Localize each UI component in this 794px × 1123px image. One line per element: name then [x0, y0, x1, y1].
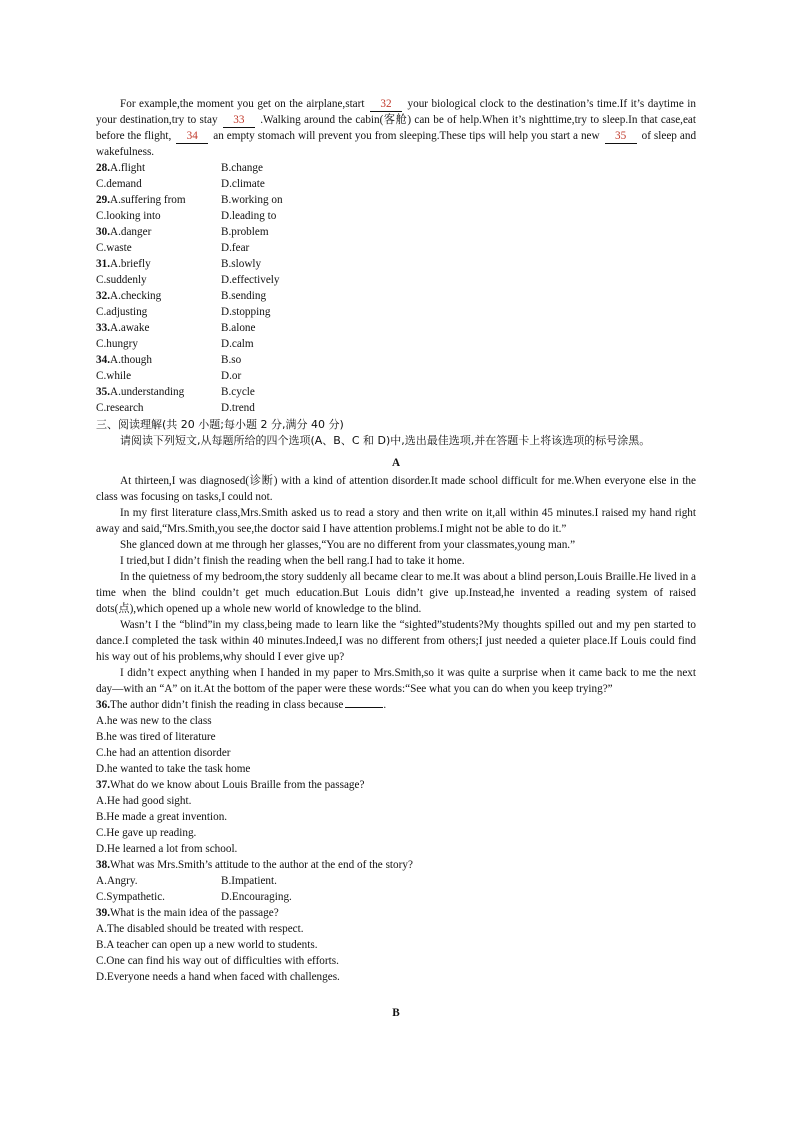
question-number: 29. [96, 194, 110, 206]
question-number: 33. [96, 322, 110, 334]
option-d: D.calm [221, 338, 254, 350]
question-stem [96, 905, 696, 921]
question-number: 30. [96, 226, 110, 238]
question-number: 28. [96, 162, 110, 174]
question-number: 31. [96, 258, 110, 270]
cloze-options [96, 160, 696, 416]
option-c: C.research [96, 402, 144, 414]
question-text: The author didn’t finish the reading in class because [109, 699, 344, 711]
cloze-option-row [96, 352, 696, 368]
option-d: D.effectively [221, 274, 280, 286]
option-row [96, 873, 696, 889]
passage-paragraph: In the quietness of my bedroom,the story suddenly all became clear to me.It was about a blind person,Louis Braille.He lived in a time when the blind couldn’t get much education.But Louis didn’t give up.Instead,he invented a reading system of raised dots(点),which opened up a whole new world of knowledge to the blind. [96, 571, 696, 615]
option-d: D.fear [221, 242, 250, 254]
cloze-blank-34: 34 [176, 130, 208, 144]
cloze-option-row [96, 176, 696, 192]
question-number: 32. [96, 290, 110, 302]
answer-option: A.he was new to the class [96, 715, 212, 727]
option-row [96, 889, 696, 905]
option-c: C.adjusting [96, 306, 148, 318]
cloze-blank-35: 35 [605, 130, 637, 144]
cloze-text-5: of sleep and wakefulness. [96, 130, 697, 158]
option-a: 35.A.understanding [96, 386, 185, 398]
passage-paragraph: Wasn’t I the “blind”in my class,being made to learn like the “sighted”students?My thoughts spilled out and my pen started to dance.I completed the task within 40 minutes.Indeed,I was no different from others;I just needed a quieter place.If Louis could find his way out of his problems,why should I ever give up? [96, 619, 696, 663]
question-text: What do we know about Louis Braille from the passage? [109, 779, 365, 791]
question-number: 34. [96, 354, 110, 366]
cloze-option-row [96, 160, 696, 176]
answer-option: D.Everyone needs a hand when faced with challenges. [96, 971, 340, 983]
answer-blank [345, 707, 383, 708]
question-number: 36. [96, 699, 110, 711]
option-d: D.stopping [221, 306, 271, 318]
answer-option: D.he wanted to take the task home [96, 763, 251, 775]
answer-option: A.The disabled should be treated with respect. [96, 923, 304, 935]
answer-option: C.One can find his way out of difficulties with efforts. [96, 955, 339, 967]
passage-paragraph: At thirteen,I was diagnosed(诊断) with a kind of attention disorder.It made school difficult for me.When everyone else in the class was focusing on tasks,I could not. [96, 475, 696, 503]
option-b: B.so [221, 354, 242, 366]
option-a: 34.A.though [96, 354, 152, 366]
question-number: 37. [96, 779, 110, 791]
cloze-option-row [96, 192, 696, 208]
answer-option: A.He had good sight. [96, 795, 192, 807]
option-b: B.problem [221, 226, 269, 238]
cloze-option-row [96, 288, 696, 304]
option-a: 33.A.awake [96, 322, 150, 334]
question-number: 38. [96, 859, 110, 871]
answer-option: C.Sympathetic. [96, 891, 165, 903]
cloze-text-2: your biological clock to the destination’s time.If it’s daytime in your destination,try to stay [96, 98, 696, 126]
option-d: D.trend [221, 402, 255, 414]
passage-paragraph: She glanced down at me through her glasses,“You are no different from your classmates,young man.” [120, 539, 576, 551]
question-number: 35. [96, 386, 110, 398]
cloze-option-row [96, 384, 696, 400]
option-d: D.leading to [221, 210, 277, 222]
passage-a [96, 473, 696, 697]
option-a: 31.A.briefly [96, 258, 151, 270]
question-stem [96, 857, 696, 873]
option-c: C.looking into [96, 210, 161, 222]
answer-option: D.He learned a lot from school. [96, 843, 238, 855]
answer-option: C.he had an attention disorder [96, 747, 231, 759]
question-stem [96, 777, 696, 793]
passage-a-label: A [391, 457, 401, 469]
cloze-blank-32: 32 [370, 98, 402, 112]
cloze-text-1: For example,the moment you get on the airplane,start [120, 98, 365, 110]
cloze-option-row [96, 336, 696, 352]
cloze-option-row [96, 256, 696, 272]
option-a: 29.A.suffering from [96, 194, 186, 206]
option-d: D.or [221, 370, 242, 382]
option-b: B.change [221, 162, 263, 174]
option-b: B.alone [221, 322, 256, 334]
answer-option: B.Impatient. [221, 875, 277, 887]
question-stem: 36.The author didn’t finish the reading in class because . [96, 699, 387, 711]
option-c: C.demand [96, 178, 142, 190]
option-b: B.sending [221, 290, 267, 302]
passage-paragraph: In my first literature class,Mrs.Smith asked us to read a story and then write on it,all within 45 minutes.I raised my hand right away and said,“Mrs.Smith,you see,the doctor said I have attention problems.I might not be able to do it.” [96, 507, 696, 535]
cloze-blank-33: 33 [223, 114, 255, 128]
cloze-passage-end [96, 96, 696, 160]
passage-b-label: B [392, 1007, 400, 1019]
answer-option: A.Angry. [96, 875, 138, 887]
question-text: What was Mrs.Smith’s attitude to the author at the end of the story? [109, 859, 413, 871]
section-heading: 三、阅读理解(共 20 小题;每小题 2 分,满分 40 分) [96, 418, 344, 431]
option-b: B.working on [221, 194, 283, 206]
cloze-option-row [96, 224, 696, 240]
question-text: What is the main idea of the passage? [109, 907, 279, 919]
option-c: C.hungry [96, 338, 138, 350]
answer-option: D.Encouraging. [221, 891, 292, 903]
cloze-option-row [96, 304, 696, 320]
cloze-option-row [96, 240, 696, 256]
option-c: C.suddenly [96, 274, 147, 286]
option-b: B.cycle [221, 386, 255, 398]
cloze-option-row [96, 272, 696, 288]
option-c: C.while [96, 370, 132, 382]
answer-option: B.A teacher can open up a new world to students. [96, 939, 318, 951]
passage-paragraph: I tried,but I didn’t finish the reading when the bell rang.I had to take it home. [120, 555, 465, 567]
cloze-option-row [96, 320, 696, 336]
option-b: B.slowly [221, 258, 262, 270]
question-number: 39. [96, 907, 110, 919]
option-c: C.waste [96, 242, 132, 254]
cloze-option-row [96, 400, 696, 416]
cloze-text-4: an empty stomach will prevent you from sleeping.These tips will help you start a new [213, 130, 600, 142]
option-d: D.climate [221, 178, 265, 190]
cloze-text-3: .Walking around the cabin(客舱) can be of help.When it’s nighttime,try to sleep.In that case,eat before the flight, [96, 114, 696, 142]
answer-option: B.he was tired of literature [96, 731, 216, 743]
cloze-option-row [96, 368, 696, 384]
reading-questions [96, 697, 696, 985]
answer-option: C.He gave up reading. [96, 827, 197, 839]
option-a: 28.A.flight [96, 162, 146, 174]
passage-paragraph: I didn’t expect anything when I handed in my paper to Mrs.Smith,so it was quite a surprise when it came back to me the next day—with an “A” on it.At the bottom of the paper were these words:“See what you can do when you keep trying?” [96, 667, 696, 695]
option-a: 32.A.checking [96, 290, 162, 302]
section-instruction: 请阅读下列短文,从每题所给的四个选项(A、B、C 和 D)中,选出最佳选项,并在答题卡上将该选项的标号涂黑。 [120, 434, 651, 447]
cloze-option-row [96, 208, 696, 224]
answer-option: B.He made a great invention. [96, 811, 228, 823]
option-a: 30.A.danger [96, 226, 152, 238]
exam-page [96, 96, 696, 1023]
